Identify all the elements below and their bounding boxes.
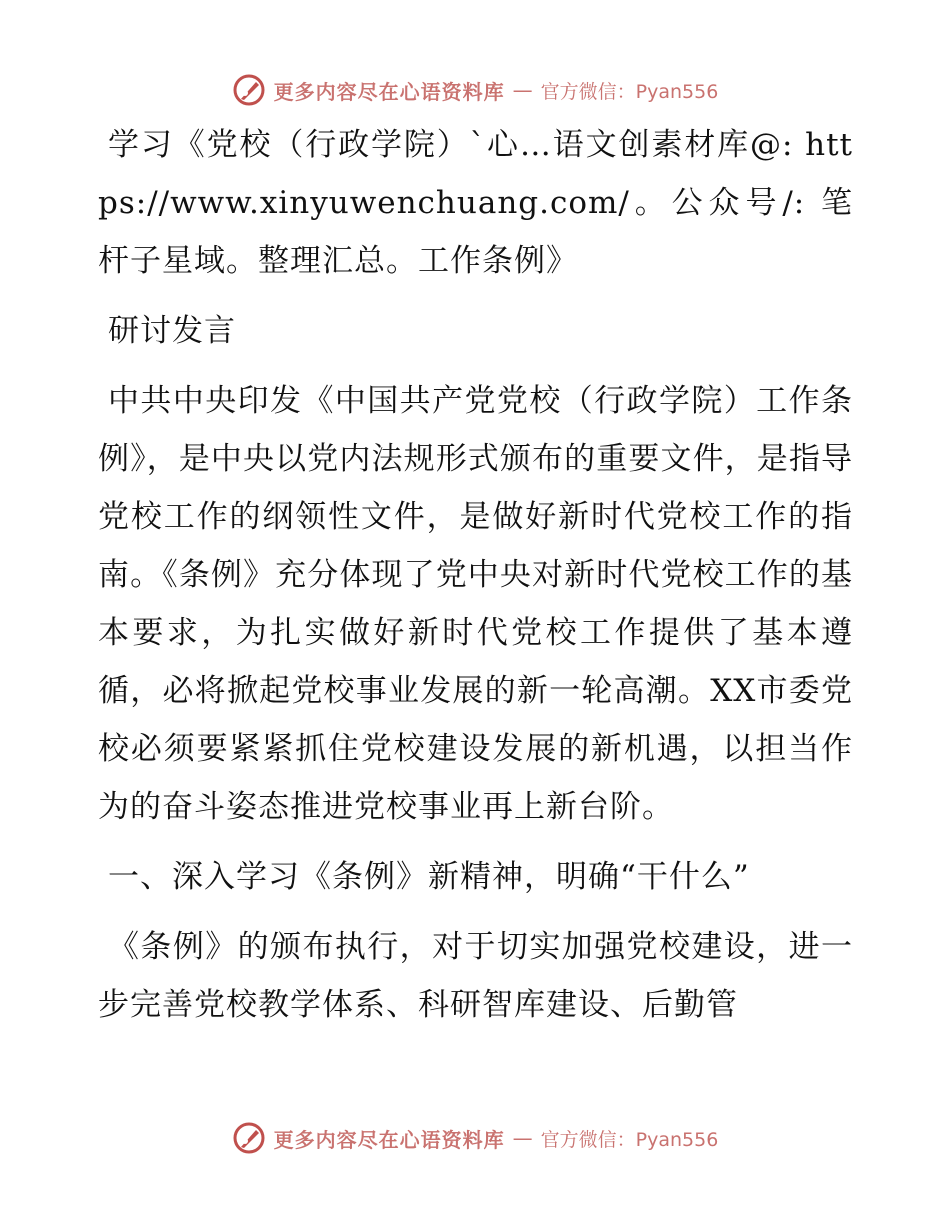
section-heading-1: 一、深入学习《条例》新精神，明确“干什么” — [108, 859, 750, 895]
watermark-separator: — — [512, 78, 533, 102]
watermark-wechat-text: 官方微信：Pyan556 — [540, 1128, 719, 1151]
watermark-separator: — — [512, 1126, 533, 1150]
document-subtitle: 研讨发言 — [108, 313, 236, 349]
watermark-wechat-text: 官方微信：Pyan556 — [540, 80, 719, 103]
watermark-main-text: 更多内容尽在心语资料库 — [273, 1127, 505, 1152]
quill-pen-circle-icon — [232, 1121, 266, 1155]
document-body — [98, 116, 853, 1046]
header-watermark — [0, 70, 950, 110]
paragraph-intro: 中共中央印发《中国共产党党校（行政学院）工作条例》，是中央以党内法规形式颁布的重要文件，是指导党校工作的纲领性文件，是做好新时代党校工作的指南。《条例》充分体现了党中央对新时代党校工作的基本要求，为扎实做好新时代党校工作提供了基本遵循，必将掀起党校事业发展的新一轮高潮。XX市委党校必须要紧紧抓住党校建设发展的新机遇，以担当作为的奋斗姿态推进党校事业再上新台阶。 — [98, 383, 853, 825]
quill-pen-circle-icon — [232, 73, 266, 107]
watermark-main-text: 更多内容尽在心语资料库 — [273, 79, 505, 104]
footer-watermark — [0, 1118, 950, 1158]
paragraph-section-1: 《条例》的颁布执行，对于切实加强党校建设，进一步完善党校教学体系、科研智库建设、后勤管 — [98, 929, 853, 1023]
document-title: 学习《党校（行政学院）`心…语文创素材库@: https://www.xinyuwenchuang.com/。公众号/: 笔杆子星域。整理汇总。工作条例》 — [98, 127, 853, 279]
